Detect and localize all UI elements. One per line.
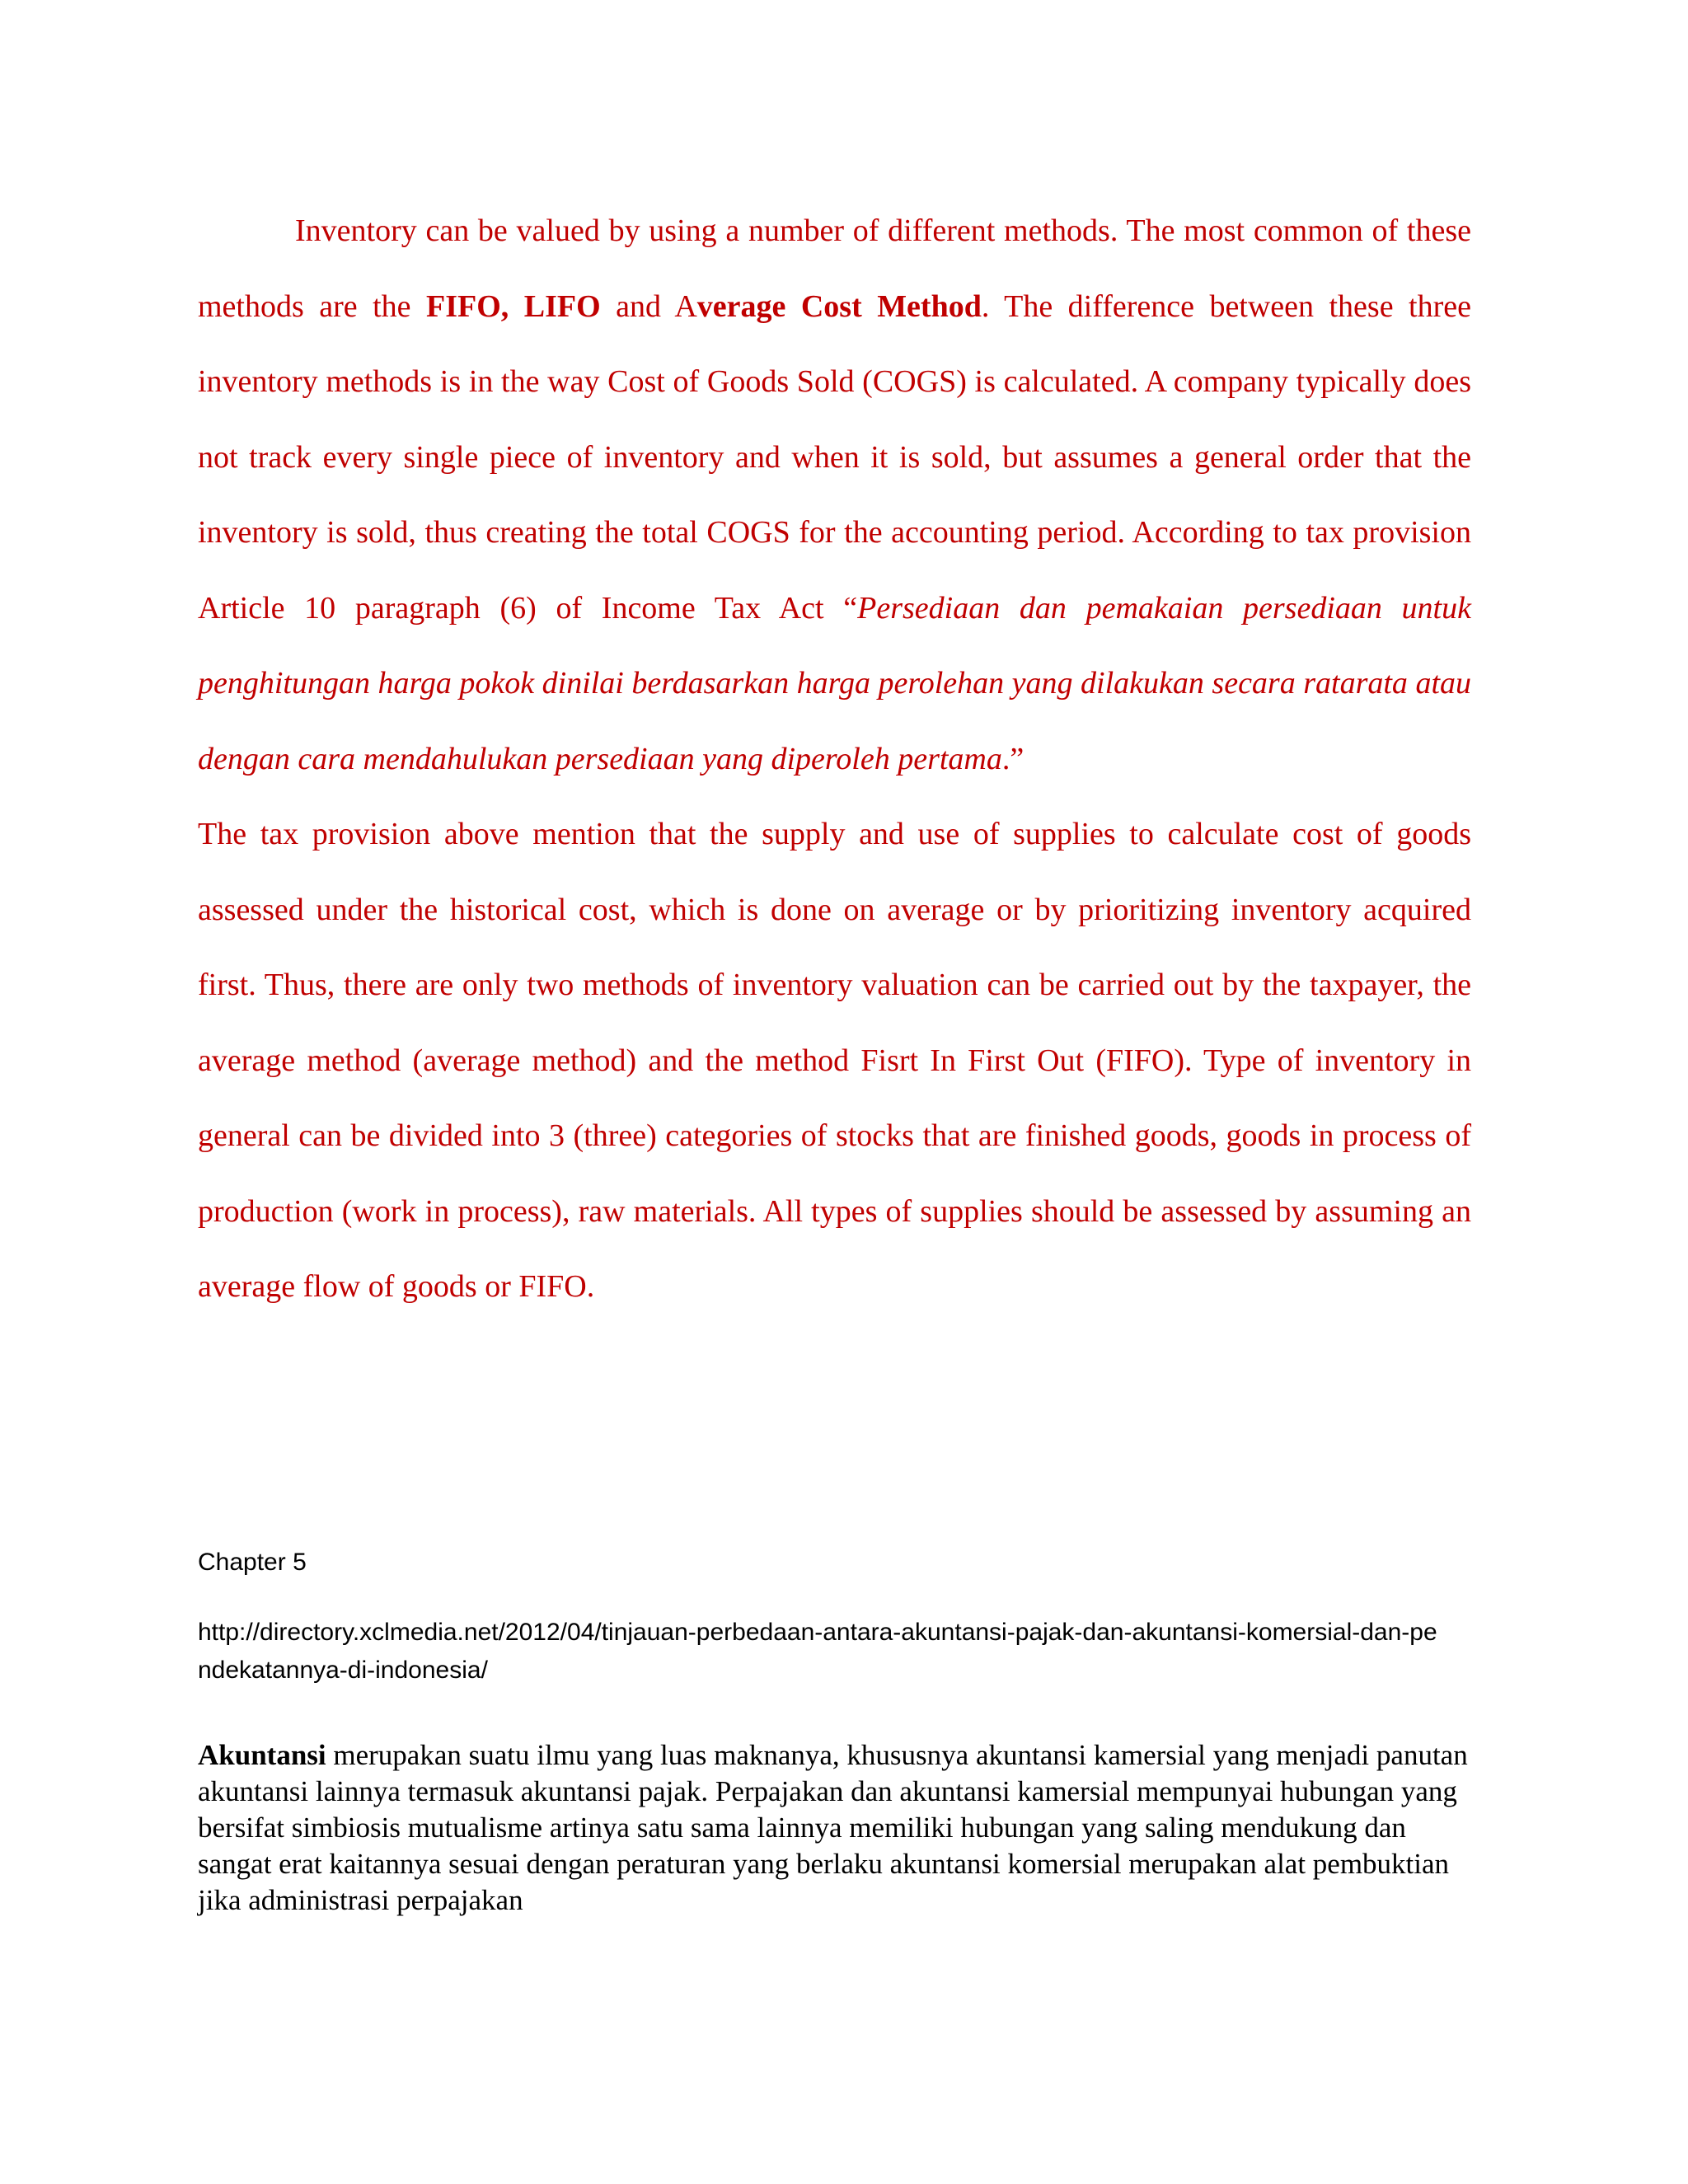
red-text-block bbox=[198, 194, 1471, 1325]
inventory-intro: Inventory can be valued by using a number of different methods. The most common of these methods are the bbox=[198, 213, 1471, 324]
tax-provision-paragraph: The tax provision above mention that the supply and use of supplies to calculate cost of goods assessed under the historical cost, which is done on average or by prioritizing inventory acquired first. Thus, there are only two methods of inventory valuation can be carried out by the taxpayer, the average method (average method) and the method Fisrt In First Out (FIFO). Type of inventory in general can be divided into 3 (three) categories of stocks that are finished goods, goods in process of production (work in process), raw materials. All types of supplies should be assessed by assuming an average flow of goods or FIFO. bbox=[198, 817, 1471, 1304]
average-cost-bold: verage Cost Method bbox=[696, 288, 982, 324]
inventory-paragraph bbox=[198, 194, 1471, 797]
akuntansi-paragraph bbox=[198, 1737, 1471, 1919]
akuntansi-text: merupakan suatu ilmu yang luas maknanya, khususnya akuntansi kamersial yang menjadi panutan akuntansi lainnya termasuk akuntansi pajak. Perpajakan dan akuntansi kamersial mempunyai hubungan yang bersifat simbiosis mutualisme artinya satu sama lainnya memiliki hubungan yang saling mendukung dan sangat erat kaitannya sesuai dengan peraturan yang berlaku akuntansi komersial merupakan alat pembuktian jika administrasi perpajakan bbox=[198, 1739, 1468, 1916]
fifo-lifo-bold: FIFO, LIFO bbox=[425, 288, 601, 324]
and-text: and bbox=[600, 288, 675, 324]
a-letter: A bbox=[674, 288, 697, 324]
chapter-heading: Chapter 5 bbox=[198, 1549, 307, 1576]
akuntansi-bold: Akuntansi bbox=[198, 1739, 326, 1771]
source-url: http://directory.xclmedia.net/2012/04/tinjauan-perbedaan-antara-akuntansi-pajak-dan-akuntansi-komersial-dan-pendekatannya-di-indonesia/ bbox=[198, 1619, 1437, 1684]
inventory-body: . The difference between these three inventory methods is in the way Cost of Goods Sold (COGS) is calculated. A company typically does not track every single piece of inventory and when it is sold, but assumes a general order that the inventory is sold, thus creating the total COGS for the accounting period. According to tax provision Article 10 paragraph (6) of Income Tax Act “ bbox=[198, 288, 1471, 626]
tax-quote-italic: Persediaan dan pemakaian persediaan untuk penghitungan harga pokok dinilai berdasarkan harga perolehan yang dilakukan secara ratarata atau dengan cara mendahulukan persediaan yang diperoleh pertama bbox=[198, 590, 1471, 776]
quote-end: .” bbox=[1001, 741, 1025, 776]
